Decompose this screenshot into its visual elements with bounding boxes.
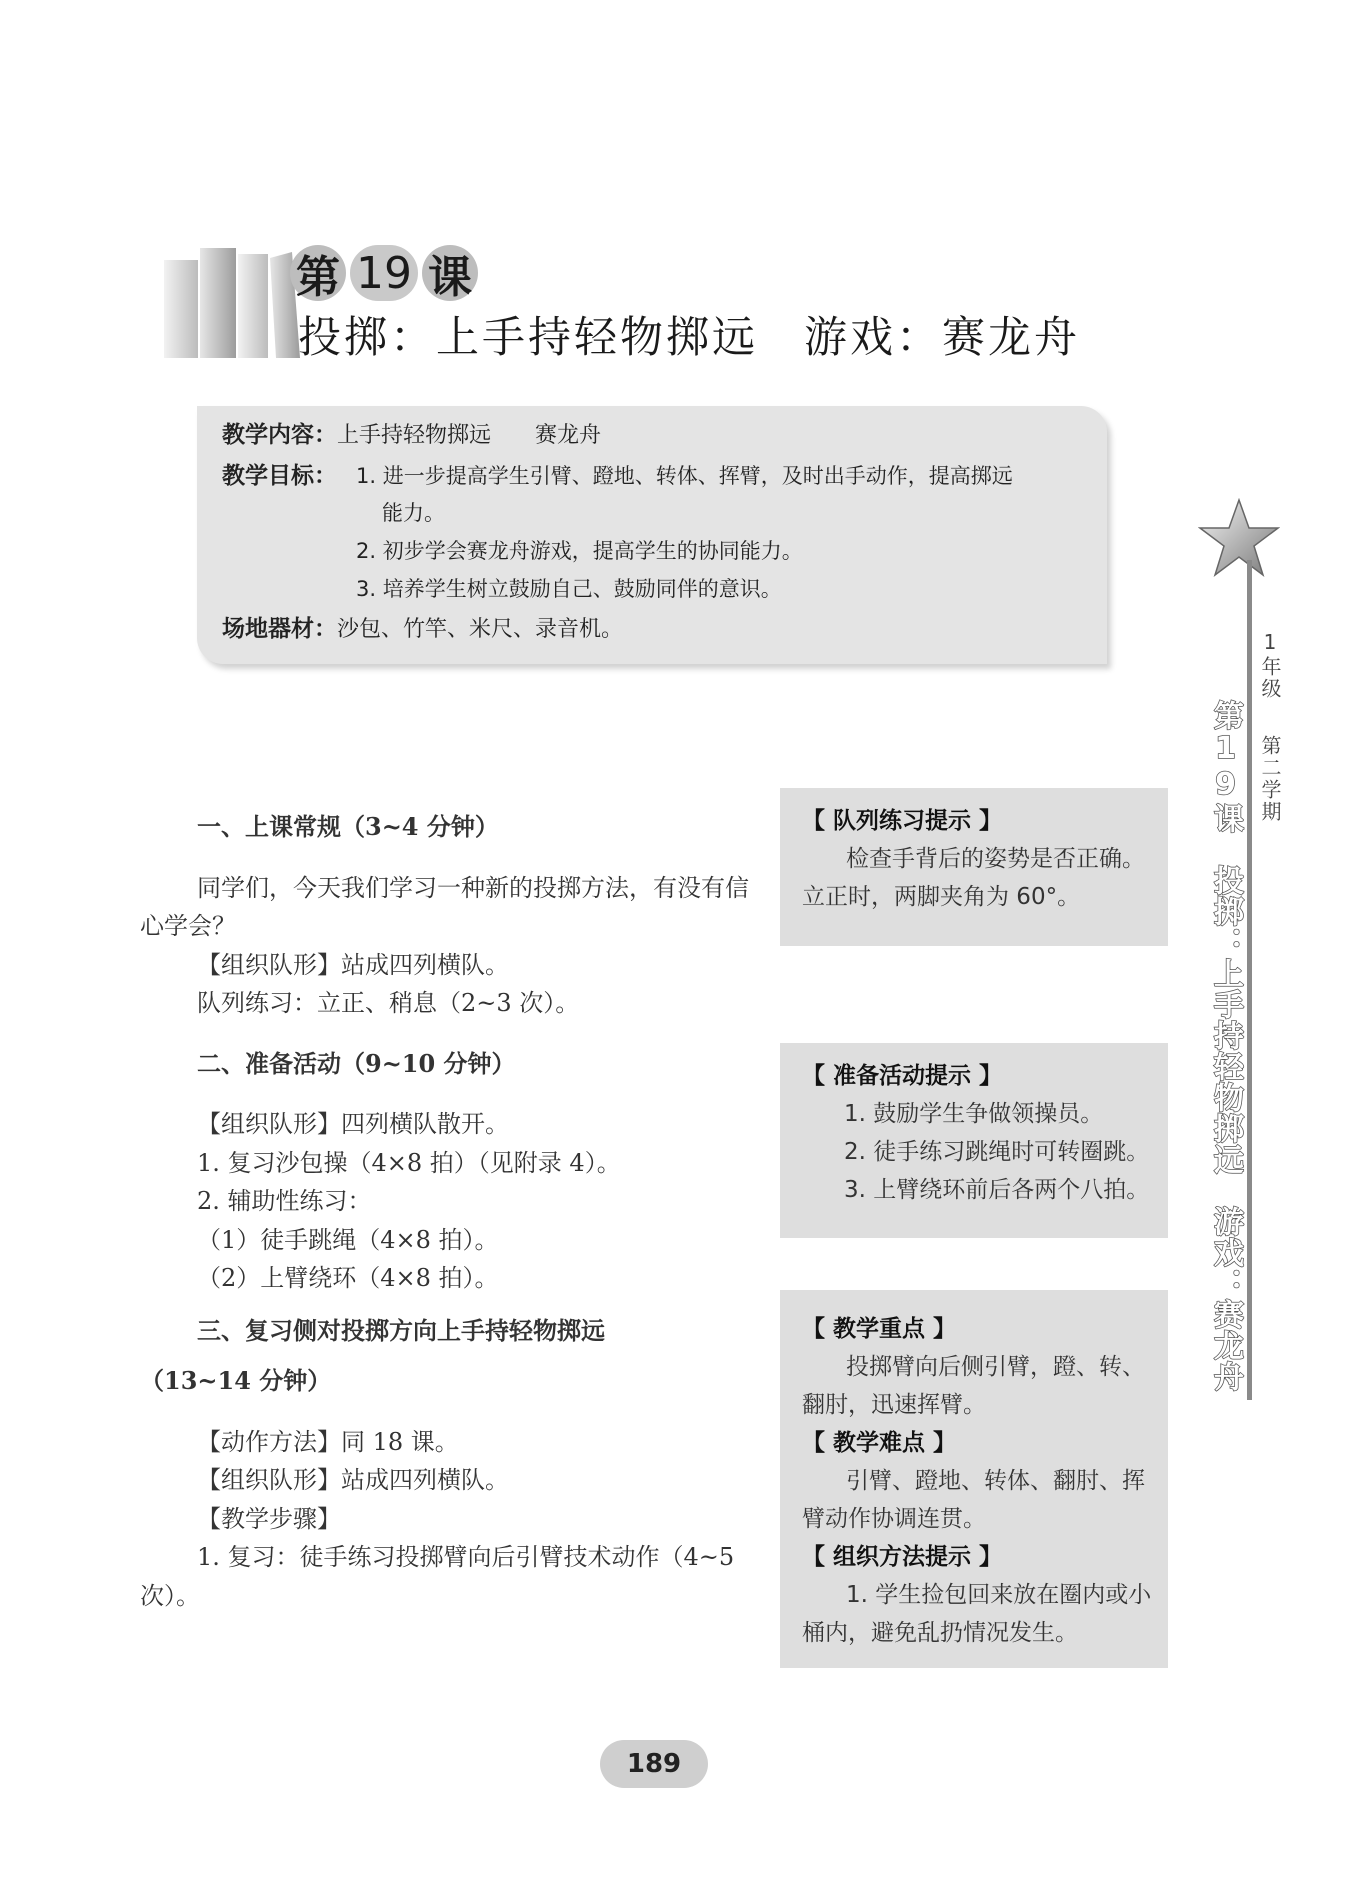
equip-row: [222, 612, 623, 647]
lesson-suffix: 课: [422, 245, 478, 301]
tip-key-points: [780, 1290, 1168, 1668]
section-2-formation: 【组织队形】四列横队散开。: [197, 1110, 509, 1138]
content-label: 教学内容：: [222, 422, 337, 448]
goal-row: [222, 459, 337, 494]
tip-warmup-item-1: 1. 鼓励学生争做领操员。: [844, 1101, 1104, 1127]
tip-warmup-heading: 【 准备活动提示 】: [802, 1063, 1003, 1089]
section-3-title: 三、复习侧对投掷方向上手持轻物掷远: [197, 1315, 605, 1345]
lesson-subtitle: 投掷：上手持轻物掷远 游戏：赛龙舟: [298, 313, 1080, 363]
section-1-paragraph: 同学们，今天我们学习一种新的投掷方法，有没有信心学会？: [140, 873, 749, 940]
goal-item-3: 3. 培养学生树立鼓励自己、鼓励同伴的意识。: [356, 577, 782, 601]
tip-warmup-item-3: 3. 上臂绕环前后各两个八拍。: [844, 1177, 1150, 1203]
content-value: 上手持轻物掷远 赛龙舟: [337, 423, 602, 448]
tip-organize-heading: 【 组织方法提示 】: [802, 1544, 1003, 1570]
sidebar-term: 第二学期: [1258, 735, 1282, 823]
tip-drill-heading: 【 队列练习提示 】: [802, 808, 1003, 834]
lesson-number: 19: [350, 245, 418, 301]
section-2-subitem-1: （1）徒手跳绳（4×8 拍）。: [197, 1225, 499, 1254]
sidebar-lesson-title: 第19课 投掷：上手持轻物掷远 游戏：赛龙舟: [1208, 700, 1243, 1392]
tip-warmup-item-2: 2. 徒手练习跳绳时可转圈跳。: [844, 1139, 1150, 1165]
section-3-method: 【动作方法】同 18 课。: [197, 1427, 459, 1456]
tip-difficulty-heading: 【 教学难点 】: [802, 1430, 957, 1456]
sidebar-grade: 1年级: [1258, 630, 1282, 700]
section-3-steps-label: 【教学步骤】: [197, 1504, 341, 1533]
section-1-drill: 队列练习：立正、稍息（2~3 次）。: [197, 989, 580, 1017]
section-2-item-1: 1. 复习沙包操（4×8 拍）（见附录 4）。: [197, 1148, 621, 1177]
star-icon: [1198, 498, 1280, 578]
section-3-formation: 【组织队形】站成四列横队。: [197, 1466, 509, 1494]
page-number: 189: [600, 1740, 708, 1788]
tip-drill-body: 检查手背后的姿势是否正确。立正时，两脚夹角为 60°。: [802, 846, 1145, 910]
main-text: [140, 808, 760, 1615]
section-2-title: 二、准备活动（9~10 分钟）: [197, 1048, 516, 1078]
lesson-prefix: 第: [290, 245, 346, 301]
goal-item-1-cont: 能力。: [382, 501, 445, 525]
tip-difficulty-body: 引臂、蹬地、转体、翻肘、挥臂动作协调连贯。: [802, 1468, 1145, 1532]
tip-organize-body: 1. 学生捡包回来放在圈内或小桶内，避免乱扔情况发生。: [802, 1582, 1152, 1646]
section-1-formation: 【组织队形】站成四列横队。: [197, 950, 509, 979]
lesson-heading: [290, 244, 478, 302]
goal-label: 教学目标：: [222, 463, 337, 489]
section-2-item-2: 2. 辅助性练习：: [197, 1187, 372, 1215]
books-icon: [160, 238, 300, 360]
tip-warmup: [780, 1043, 1168, 1238]
tip-key-heading: 【 教学重点 】: [802, 1316, 957, 1342]
equip-value: 沙包、竹竿、米尺、录音机。: [337, 617, 624, 642]
equip-label: 场地器材：: [222, 616, 337, 642]
goal-item-1: 1. 进一步提高学生引臂、蹬地、转体、挥臂，及时出手动作，提高掷远: [356, 464, 1013, 488]
section-2-subitem-2: （2）上臂绕环（4×8 拍）。: [197, 1264, 499, 1292]
section-3-title-time: （13~14 分钟）: [140, 1366, 332, 1395]
content-row: [222, 418, 601, 453]
tip-key-body: 投掷臂向后侧引臂，蹬、转、翻肘，迅速挥臂。: [802, 1354, 1145, 1418]
section-3-step-1: 1. 复习：徒手练习投掷臂向后引臂技术动作（4~5 次）。: [140, 1543, 735, 1610]
goal-item-2: 2. 初步学会赛龙舟游戏，提高学生的协同能力。: [356, 539, 803, 563]
section-1-title: 一、上课常规（3~4 分钟）: [197, 812, 499, 841]
tip-drill: [780, 788, 1168, 946]
sidebar-rail: [1247, 560, 1252, 1400]
